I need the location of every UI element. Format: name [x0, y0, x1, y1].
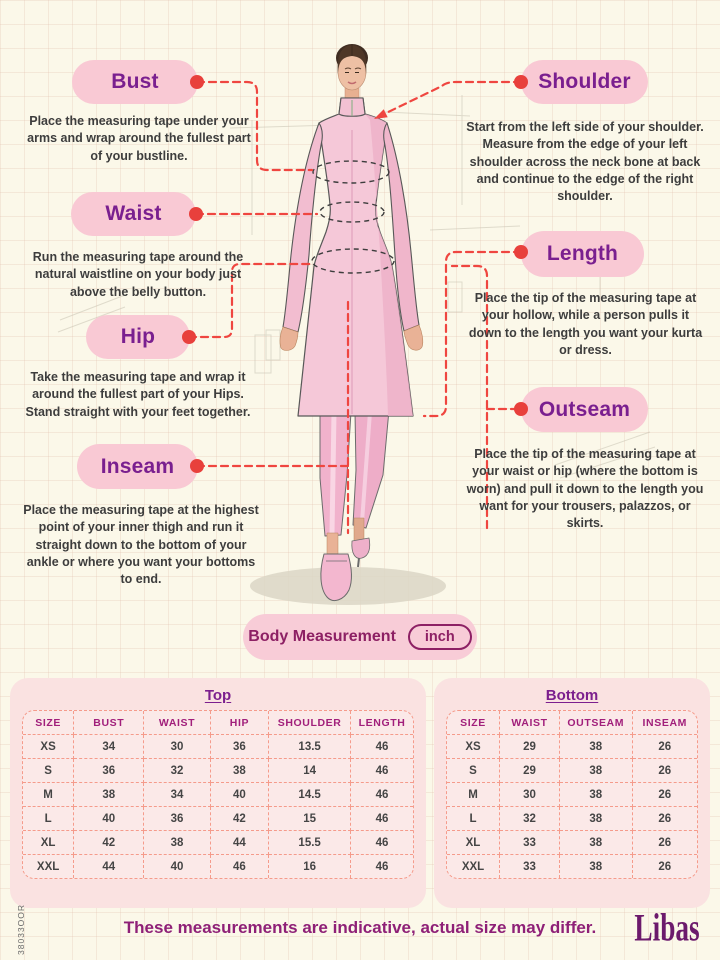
- table-cell: 26: [632, 831, 697, 855]
- table-cell: 38: [74, 783, 144, 807]
- length-label: Length: [546, 242, 619, 265]
- table-cell: 29: [500, 759, 560, 783]
- top-size-table: [23, 711, 413, 878]
- table-cell: 38: [560, 807, 633, 831]
- waist-label: Waist: [105, 202, 162, 225]
- table-cell: 16: [269, 855, 351, 879]
- table-cell: 33: [500, 831, 560, 855]
- top-size-table-card: [10, 678, 426, 908]
- column-header: SIZE: [447, 711, 500, 735]
- bust-description: Place the measuring tape under your arms and wrap around the fullest part of your bustline.: [27, 114, 251, 163]
- body-measurement-bar: [243, 614, 477, 660]
- outseam-dot: [514, 402, 528, 416]
- model-figure: [280, 44, 423, 601]
- shoulder-description: Start from the left side of your shoulder. Measure from the edge of your left shoulder across the neck bone at back and continue to the edge of the right shoulder.: [466, 120, 704, 203]
- length-description: Place the tip of the measuring tape at your hollow, while a person pulls it down to the length you want your kurta or dress.: [468, 291, 703, 357]
- hip-dot: [182, 330, 196, 344]
- table-row: [447, 831, 697, 855]
- table-cell: XXL: [23, 855, 74, 879]
- body-measurement-label: Body Measurement: [248, 628, 396, 645]
- table-cell: 14: [269, 759, 351, 783]
- shoulder-label: Shoulder: [538, 70, 631, 93]
- bust-dot: [190, 75, 204, 89]
- table-cell: 46: [351, 855, 413, 879]
- table-cell: 29: [500, 735, 560, 759]
- table-cell: 30: [144, 735, 210, 759]
- table-cell: 26: [632, 807, 697, 831]
- table-cell: 15: [269, 807, 351, 831]
- table-cell: 42: [210, 807, 269, 831]
- table-cell: S: [447, 759, 500, 783]
- table-cell: 32: [144, 759, 210, 783]
- waist-label-pill: [71, 192, 196, 236]
- table-cell: XL: [23, 831, 74, 855]
- bottom-size-table-card: [434, 678, 710, 908]
- length-dot: [514, 245, 528, 259]
- table-cell: M: [23, 783, 74, 807]
- table-row: [23, 783, 413, 807]
- head: [336, 44, 368, 90]
- hip-description: Take the measuring tape and wrap it around the fullest part of your Hips. Stand straight with your feet together.: [25, 370, 251, 419]
- table-cell: 38: [560, 831, 633, 855]
- table-cell: 34: [74, 735, 144, 759]
- table-row: [447, 855, 697, 879]
- table-cell: 46: [351, 783, 413, 807]
- back-shoe: [352, 538, 370, 558]
- top-table-border: [22, 710, 414, 879]
- table-header-row: [23, 711, 413, 735]
- column-header: INSEAM: [632, 711, 697, 735]
- table-cell: 44: [210, 831, 269, 855]
- inseam-dot: [190, 459, 204, 473]
- bottom-table-border: [446, 710, 698, 879]
- table-row: [447, 759, 697, 783]
- bottom-table-title: Bottom: [545, 687, 599, 704]
- table-cell: 13.5: [269, 735, 351, 759]
- table-cell: 36: [74, 759, 144, 783]
- column-header: HIP: [210, 711, 269, 735]
- disclaimer-text: These measurements are indicative, actual size may differ.: [123, 918, 597, 937]
- table-cell: 38: [210, 759, 269, 783]
- table-row: [23, 807, 413, 831]
- table-cell: 38: [560, 855, 633, 879]
- outseam-label: Outseam: [538, 397, 631, 421]
- table-cell: 26: [632, 759, 697, 783]
- table-row: [23, 855, 413, 879]
- table-cell: L: [447, 807, 500, 831]
- unit-inch-pill[interactable]: inch: [408, 624, 472, 650]
- table-cell: 46: [351, 759, 413, 783]
- column-header: LENGTH: [351, 711, 413, 735]
- side-reference-code: 38033OOR: [16, 904, 26, 955]
- table-row: [23, 759, 413, 783]
- length-label-pill: [521, 231, 644, 277]
- table-cell: S: [23, 759, 74, 783]
- column-header: SIZE: [23, 711, 74, 735]
- bottom-size-table: [447, 711, 697, 878]
- table-cell: 36: [144, 807, 210, 831]
- table-cell: XS: [23, 735, 74, 759]
- inseam-description: Place the measuring tape at the highest point of your inner thigh and run it straight down to the bottom of your ankle or where you want your bottoms to end.: [23, 503, 259, 586]
- column-header: SHOULDER: [269, 711, 351, 735]
- shoulder-arrowhead: [374, 109, 388, 119]
- front-ankle: [327, 533, 338, 557]
- table-cell: 33: [500, 855, 560, 879]
- table-row: [447, 807, 697, 831]
- table-row: [23, 831, 413, 855]
- table-cell: 36: [210, 735, 269, 759]
- table-header-row: [447, 711, 697, 735]
- table-row: [23, 735, 413, 759]
- shoulder-dot: [514, 75, 528, 89]
- table-cell: L: [23, 807, 74, 831]
- table-cell: 14.5: [269, 783, 351, 807]
- table-cell: 38: [560, 735, 633, 759]
- table-cell: XL: [447, 831, 500, 855]
- column-header: WAIST: [500, 711, 560, 735]
- top-table-title: Top: [204, 687, 232, 704]
- table-cell: 40: [74, 807, 144, 831]
- inseam-label: Inseam: [100, 454, 175, 478]
- table-row: [447, 735, 697, 759]
- shoulder-connector: [380, 82, 521, 116]
- table-cell: 38: [560, 783, 633, 807]
- outseam-description: Place the tip of the measuring tape at your waist or hip (where the bottom is worn) and pull it down to the length you want for your trousers, palazzos, or skirts.: [466, 447, 704, 530]
- table-cell: XS: [447, 735, 500, 759]
- table-cell: 34: [144, 783, 210, 807]
- table-cell: 26: [632, 783, 697, 807]
- table-cell: 42: [74, 831, 144, 855]
- outseam-label-pill: [521, 387, 648, 432]
- bust-label-pill: [72, 60, 198, 104]
- table-cell: 26: [632, 735, 697, 759]
- table-cell: 38: [144, 831, 210, 855]
- inseam-label-pill: [77, 444, 198, 489]
- table-cell: 46: [351, 831, 413, 855]
- table-cell: 40: [144, 855, 210, 879]
- libas-logo: Libas: [634, 906, 700, 950]
- column-header: OUTSEAM: [560, 711, 633, 735]
- waist-description: Run the measuring tape around the natural waistline on your body just above the belly button.: [32, 250, 244, 299]
- shoulder-label-pill: [521, 60, 648, 104]
- table-cell: XXL: [447, 855, 500, 879]
- column-header: BUST: [74, 711, 144, 735]
- table-cell: 26: [632, 855, 697, 879]
- table-cell: 46: [351, 807, 413, 831]
- hip-label: Hip: [120, 325, 156, 348]
- table-cell: 30: [500, 783, 560, 807]
- hip-label-pill: [86, 315, 190, 359]
- table-cell: 38: [560, 759, 633, 783]
- table-cell: 15.5: [269, 831, 351, 855]
- table-cell: 44: [74, 855, 144, 879]
- table-row: [447, 783, 697, 807]
- table-cell: 40: [210, 783, 269, 807]
- table-cell: 32: [500, 807, 560, 831]
- column-header: WAIST: [144, 711, 210, 735]
- waist-dot: [189, 207, 203, 221]
- bust-label: Bust: [111, 70, 159, 93]
- table-cell: 46: [210, 855, 269, 879]
- table-cell: 46: [351, 735, 413, 759]
- table-cell: M: [447, 783, 500, 807]
